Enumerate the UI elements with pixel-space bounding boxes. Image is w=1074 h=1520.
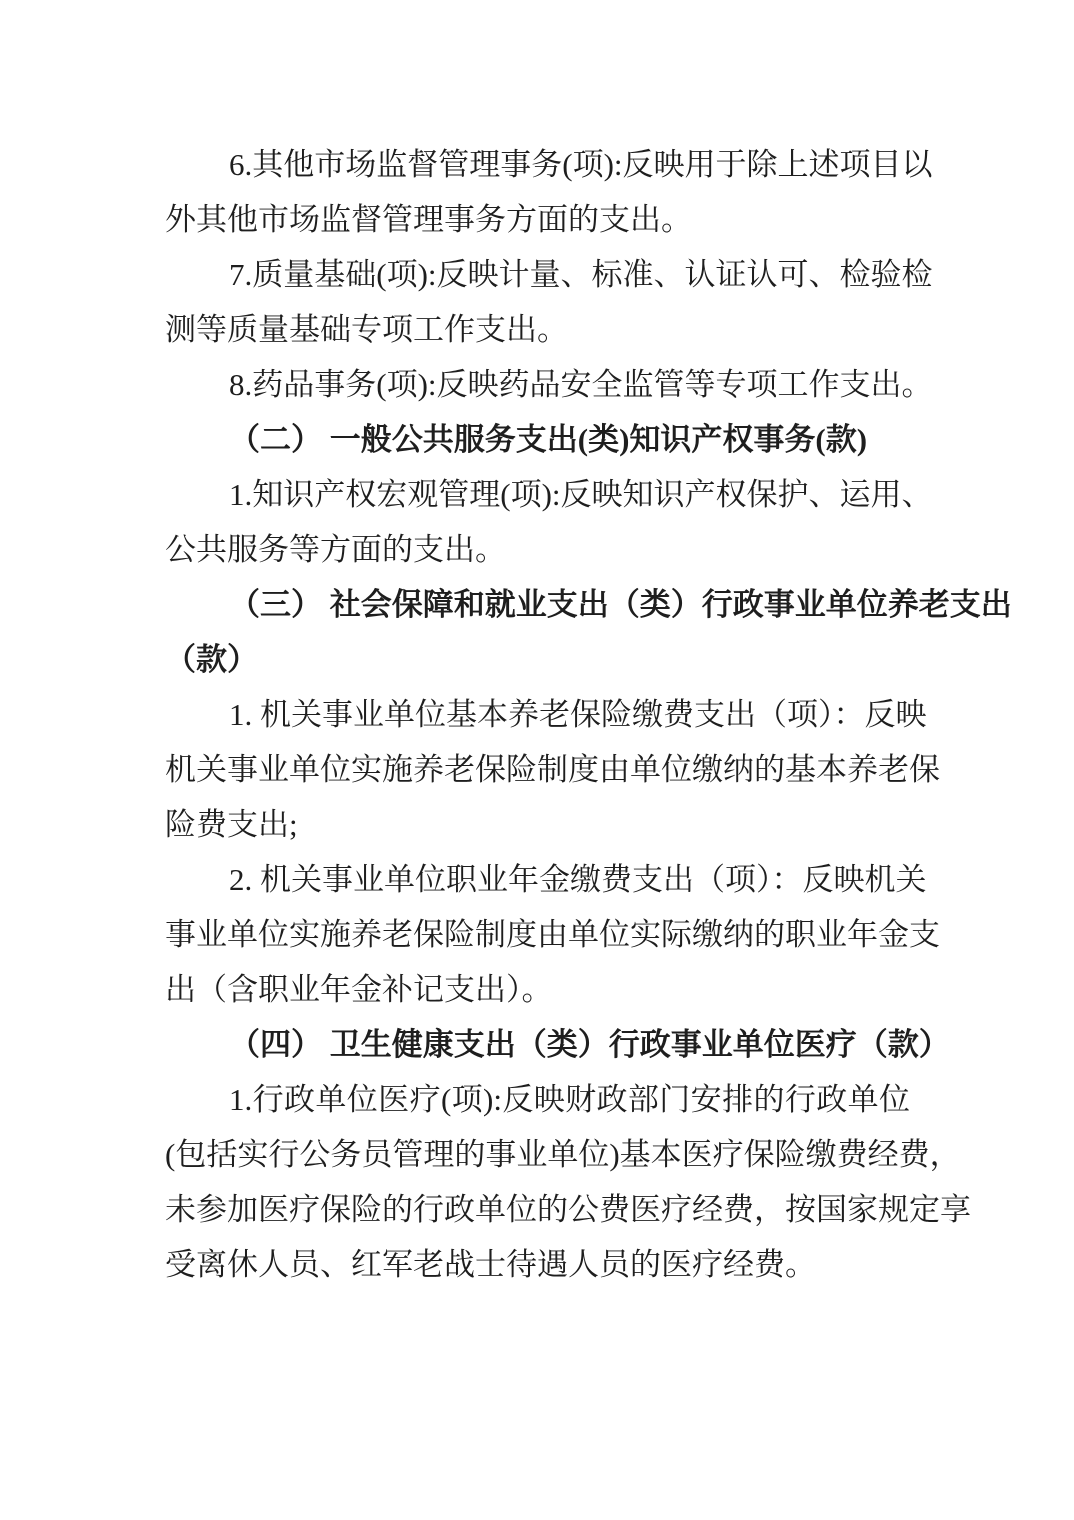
paragraph-line: 8.药品事务(项):反映药品安全监管等专项工作支出。 [229,367,933,402]
paragraph-line: 受离休人员、红军老战士待遇人员的医疗经费。 [165,1247,816,1282]
paragraph-line: 1.知识产权宏观管理(项):反映知识产权保护、运用、 [229,477,933,512]
paragraph-line: 公共服务等方面的支出。 [165,532,506,567]
paragraph-line: 测等质量基础专项工作支出。 [165,312,568,347]
paragraph-line: 事业单位实施养老保险制度由单位实际缴纳的职业年金支 [165,917,940,952]
section-heading-line: （三） 社会保障和就业支出（类）行政事业单位养老支出 [229,587,1012,622]
section-heading-line: （四） 卫生健康支出（类）行政事业单位医疗（款） [229,1027,950,1062]
paragraph-line: 1.行政单位医疗(项):反映财政部门安排的行政单位 [229,1082,910,1117]
paragraph-line: 2. 机关事业单位职业年金缴费支出（项）：反映机关 [229,862,927,897]
paragraph-line: 未参加医疗保险的行政单位的公费医疗经费，按国家规定享 [165,1192,971,1227]
paragraph-line: 机关事业单位实施养老保险制度由单位缴纳的基本养老保 [165,752,940,787]
paragraph-line: 7.质量基础(项):反映计量、标准、认证认可、检验检 [229,257,933,292]
paragraph-line: 出（含职业年金补记支出）。 [165,972,553,1007]
section-heading-line: （款） [165,642,258,677]
document-content [165,137,1012,1292]
paragraph-line: 6.其他市场监督管理事务(项):反映用于除上述项目以 [229,147,933,182]
paragraph-line: 1. 机关事业单位基本养老保险缴费支出（项）：反映 [229,697,927,732]
paragraph-line: 险费支出; [165,807,298,842]
paragraph-line: 外其他市场监督管理事务方面的支出。 [165,202,692,237]
paragraph-line: (包括实行公务员管理的事业单位)基本医疗保险缴费经费， [165,1137,961,1172]
section-heading-line: （二） 一般公共服务支出(类)知识产权事务(款) [229,422,868,457]
